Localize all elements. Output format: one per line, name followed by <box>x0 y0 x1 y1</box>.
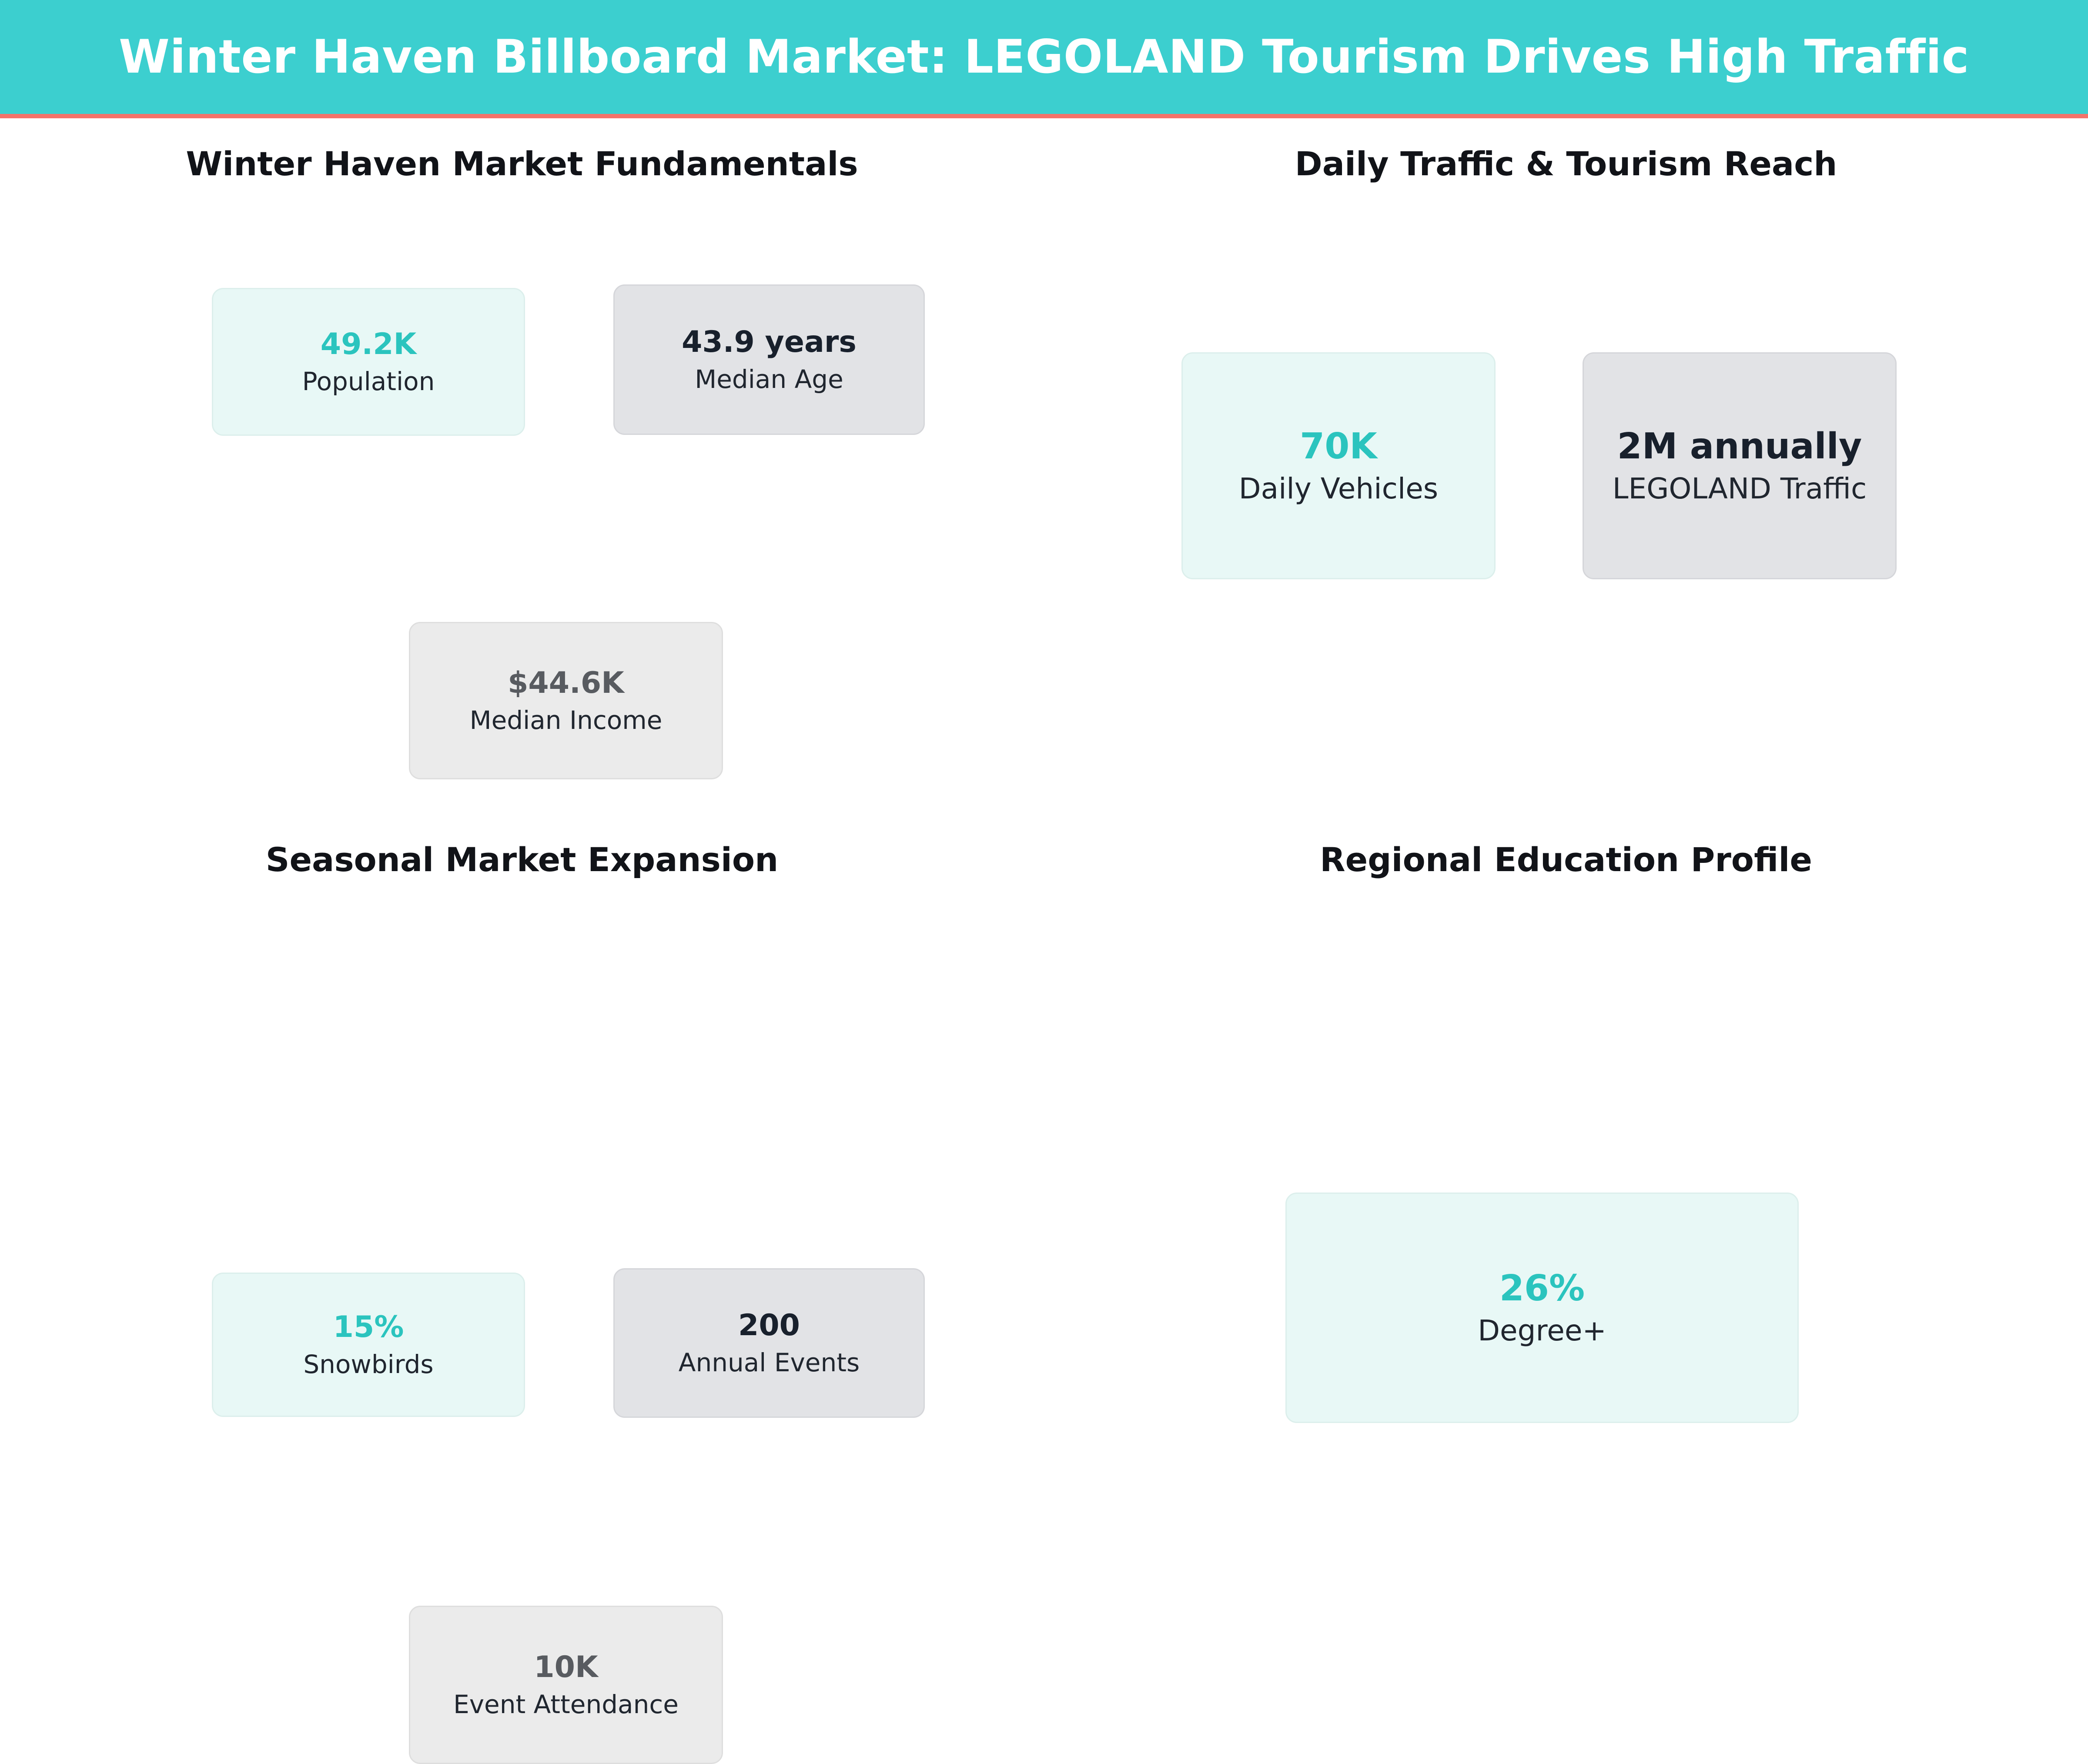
kpi-value-median-income: $44.6K <box>508 665 624 700</box>
kpi-card-daily-vehicles <box>1181 352 1496 579</box>
panel-title-education-profile: Regional Education Profile <box>1320 840 1812 879</box>
kpi-value-legoland-traffic: 2M annually <box>1617 425 1862 467</box>
kpi-label-daily-vehicles: Daily Vehicles <box>1238 471 1439 505</box>
panel-market-fundamentals <box>0 118 1044 823</box>
kpi-label-event-attendance: Event Attendance <box>453 1689 679 1719</box>
kpi-value-population: 49.2K <box>320 327 417 361</box>
header-bar <box>0 0 2088 118</box>
kpi-card-legoland-traffic <box>1583 352 1897 579</box>
kpi-label-population: Population <box>302 366 435 396</box>
kpi-card-median-age <box>613 284 925 435</box>
kpi-card-median-income <box>409 622 723 779</box>
panel-title-traffic-tourism: Daily Traffic & Tourism Reach <box>1295 144 1837 183</box>
panel-seasonal-expansion <box>0 823 1044 1719</box>
kpi-label-median-income: Median Income <box>469 705 663 735</box>
kpi-label-annual-events: Annual Events <box>678 1347 860 1377</box>
kpi-label-degree: Degree+ <box>1478 1313 1606 1347</box>
kpi-card-snowbirds <box>212 1273 525 1417</box>
kpi-label-legoland-traffic: LEGOLAND Traffic <box>1612 471 1867 505</box>
panel-traffic-tourism <box>1044 118 2088 823</box>
page-title: Winter Haven Billboard Market: LEGOLAND Tourism Drives High Traffic <box>119 30 1969 84</box>
kpi-label-median-age: Median Age <box>695 364 843 394</box>
kpi-card-annual-events <box>613 1268 925 1418</box>
kpi-value-degree: 26% <box>1499 1267 1585 1309</box>
kpi-card-event-attendance <box>409 1606 723 1764</box>
kpi-label-snowbirds: Snowbirds <box>303 1349 434 1379</box>
kpi-value-event-attendance: 10K <box>534 1650 598 1684</box>
kpi-value-annual-events: 200 <box>738 1308 800 1343</box>
kpi-value-median-age: 43.9 years <box>682 324 857 359</box>
panel-title-seasonal-expansion: Seasonal Market Expansion <box>265 840 779 879</box>
panel-education-profile <box>1044 823 2088 1561</box>
kpi-panel-grid <box>0 118 2088 1719</box>
kpi-card-population <box>212 288 525 436</box>
panel-title-market-fundamentals: Winter Haven Market Fundamentals <box>186 144 858 183</box>
kpi-value-snowbirds: 15% <box>333 1310 404 1344</box>
kpi-value-daily-vehicles: 70K <box>1300 425 1377 467</box>
kpi-card-degree <box>1285 1193 1799 1423</box>
